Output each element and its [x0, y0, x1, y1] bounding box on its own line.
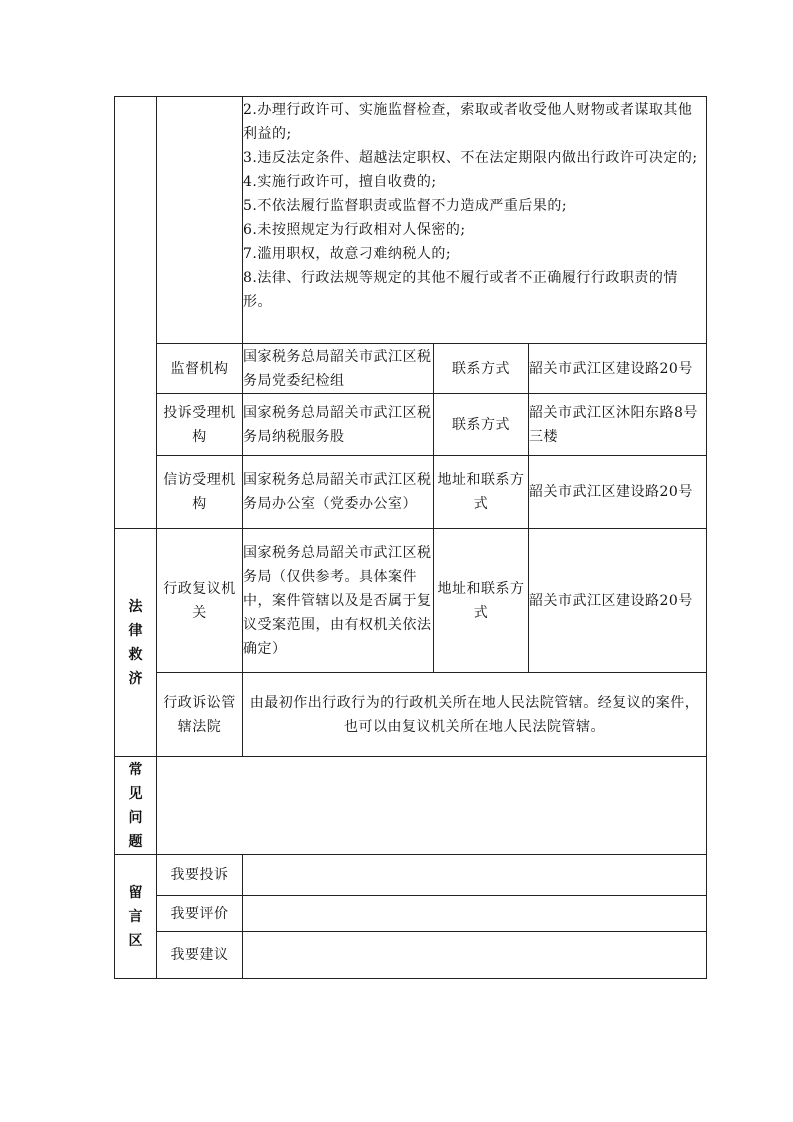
review-org: 国家税务总局韶关市武江区税务局（仅供参考。具体案件中，案件管辖以及是否属于复议受案范围，由有权机关依法确定） — [243, 529, 434, 673]
evaluate-label: 我要评价 — [157, 896, 243, 932]
petition-org: 国家税务总局韶关市武江区税务局办公室（党委办公室） — [243, 456, 434, 529]
list-item: 7.滥用职权，故意刁难纳税人的; — [243, 246, 452, 262]
complaint-label: 投诉受理机构 — [157, 394, 243, 456]
complain-input[interactable] — [243, 855, 707, 896]
complain-label: 我要投诉 — [157, 855, 243, 896]
petition-contact-label: 地址和联系方式 — [434, 456, 529, 529]
legal-remedy-section-title — [115, 529, 157, 757]
suggest-input[interactable] — [243, 932, 707, 979]
liability-list — [243, 97, 707, 344]
complaint-contact-label: 联系方式 — [434, 394, 529, 456]
legal-remedy-title-text: 法律救济 — [128, 598, 143, 687]
list-item: 2.办理行政许可、实施监督检查，索取或者收受他人财物或者谋取其他利益的; — [243, 102, 693, 142]
review-label: 行政复议机关 — [157, 529, 243, 673]
complaint-org: 国家税务总局韶关市武江区税务局纳税服务股 — [243, 394, 434, 456]
message-section-title — [115, 855, 157, 979]
evaluate-input[interactable] — [243, 896, 707, 932]
faq-section-title — [115, 757, 157, 855]
supervision-label: 监督机构 — [157, 344, 243, 394]
litigation-label: 行政诉讼管辖法院 — [157, 673, 243, 757]
supervision-contact-label: 联系方式 — [434, 344, 529, 394]
suggest-label: 我要建议 — [157, 932, 243, 979]
list-item: 8.法律、行政法规等规定的其他不履行或者不正确履行行政职责的情形。 — [243, 270, 678, 310]
petition-label: 信访受理机构 — [157, 456, 243, 529]
complaint-contact: 韶关市武江区沐阳东路8号三楼 — [529, 394, 707, 456]
continued-label-cell — [157, 97, 243, 344]
list-item: 4.实施行政许可，擅自收费的; — [243, 174, 437, 190]
list-item: 5.不依法履行监督职责或监督不力造成严重后果的; — [243, 198, 568, 214]
faq-content — [157, 757, 707, 855]
review-contact: 韶关市武江区建设路20号 — [529, 529, 707, 673]
litigation-text: 由最初作出行政行为的行政机关所在地人民法院管辖。经复议的案件，也可以由复议机关所在地人民法院管辖。 — [243, 673, 707, 757]
faq-title-text: 常见问题 — [128, 761, 143, 850]
continued-section-cell — [115, 97, 157, 529]
list-item: 6.未按照规定为行政相对人保密的; — [243, 222, 466, 238]
supervision-org: 国家税务总局韶关市武江区税务局党委纪检组 — [243, 344, 434, 394]
petition-contact: 韶关市武江区建设路20号 — [529, 456, 707, 529]
review-contact-label: 地址和联系方式 — [434, 529, 529, 673]
list-item: 3.违反法定条件、超越法定职权、不在法定期限内做出行政许可决定的; — [243, 150, 698, 166]
info-table — [114, 96, 707, 979]
supervision-contact: 韶关市武江区建设路20号 — [529, 344, 707, 394]
message-title-text: 留言区 — [128, 884, 143, 949]
